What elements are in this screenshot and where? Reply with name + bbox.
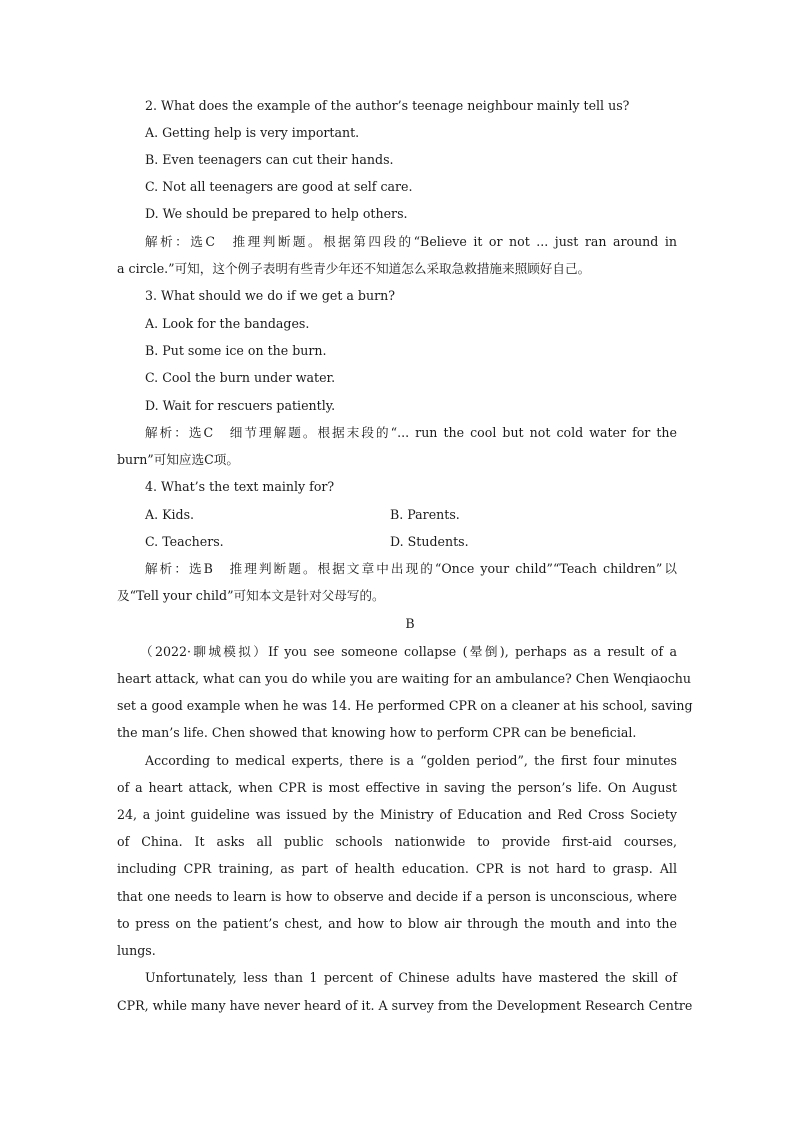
q4-option-c: C. Teachers. xyxy=(145,534,224,549)
paragraph-2-line: to press on the patient’s chest, and how to blow air through the mouth and into the xyxy=(117,916,677,931)
paragraph-1-line: set a good example when he was 14. He performed CPR on a cleaner at his school, saving xyxy=(117,698,693,713)
paragraph-1-line: heart attack, what can you do while you are waiting for an ambulance? Chen Wenqiaochu xyxy=(117,671,692,686)
q3-stem: 3. What should we do if we get a burn? xyxy=(145,288,395,303)
paragraph-1-line: the man’s life. Chen showed that knowing how to perform CPR can be beneficial. xyxy=(117,725,637,740)
q2-option-a: A. Getting help is very important. xyxy=(145,125,360,140)
paragraph-2-line: including CPR training, as part of health education. CPR is not hard to grasp. All xyxy=(117,861,677,876)
q4-analysis-line-2: 及“Tell your child”可知本文是针对父母写的。 xyxy=(117,588,385,603)
q2-option-c: C. Not all teenagers are good at self care. xyxy=(145,179,413,194)
paragraph-2-line: that one needs to learn is how to observe and decide if a person is unconscious, where xyxy=(117,889,677,904)
q3-option-a: A. Look for the bandages. xyxy=(145,316,310,331)
q2-analysis-line-1: 解析：选C 推理判断题。根据第四段的“Believe it or not ... just ran around in xyxy=(145,234,677,249)
q4-option-b: B. Parents. xyxy=(390,507,460,522)
q3-analysis-line-2: burn”可知应选C项。 xyxy=(117,452,239,467)
paragraph-2-line: lungs. xyxy=(117,943,156,958)
q4-analysis-line-1: 解析：选B 推理判断题。根据文章中出现的“Once your child”“Teach children”以 xyxy=(145,561,677,576)
q2-stem: 2. What does the example of the author’s teenage neighbour mainly tell us? xyxy=(145,98,630,113)
paragraph-2-line: of China. It asks all public schools nationwide to provide first-aid courses, xyxy=(117,834,677,849)
q4-stem: 4. What’s the text mainly for? xyxy=(145,479,335,494)
q3-option-c: C. Cool the burn under water. xyxy=(145,370,336,385)
section-heading: B xyxy=(405,616,415,631)
q4-option-d: D. Students. xyxy=(390,534,469,549)
paragraph-2-line: According to medical experts, there is a “golden period”, the first four minutes xyxy=(145,753,677,768)
paragraph-2-line: 24, a joint guideline was issued by the Ministry of Education and Red Cross Society xyxy=(117,807,677,822)
q2-option-b: B. Even teenagers can cut their hands. xyxy=(145,152,394,167)
paragraph-2-line: of a heart attack, when CPR is most effective in saving the person’s life. On August xyxy=(117,780,677,795)
q3-analysis-line-1: 解析：选C 细节理解题。根据末段的“... run the cool but not cold water for the xyxy=(145,425,677,440)
q3-option-d: D. Wait for rescuers patiently. xyxy=(145,398,336,413)
q2-option-d: D. We should be prepared to help others. xyxy=(145,206,408,221)
paragraph-1-line: （2022·聊城模拟）If you see someone collapse (晕倒), perhaps as a result of a xyxy=(140,644,677,659)
q4-option-a: A. Kids. xyxy=(145,507,195,522)
paragraph-3-line: Unfortunately, less than 1 percent of Chinese adults have mastered the skill of xyxy=(145,970,677,985)
q3-option-b: B. Put some ice on the burn. xyxy=(145,343,327,358)
q2-analysis-line-2: a circle.”可知，这个例子表明有些青少年还不知道怎么采取急救措施来照顾好自己。 xyxy=(117,261,591,276)
paragraph-3-line: CPR, while many have never heard of it. A survey from the Development Research Centre xyxy=(117,998,693,1013)
